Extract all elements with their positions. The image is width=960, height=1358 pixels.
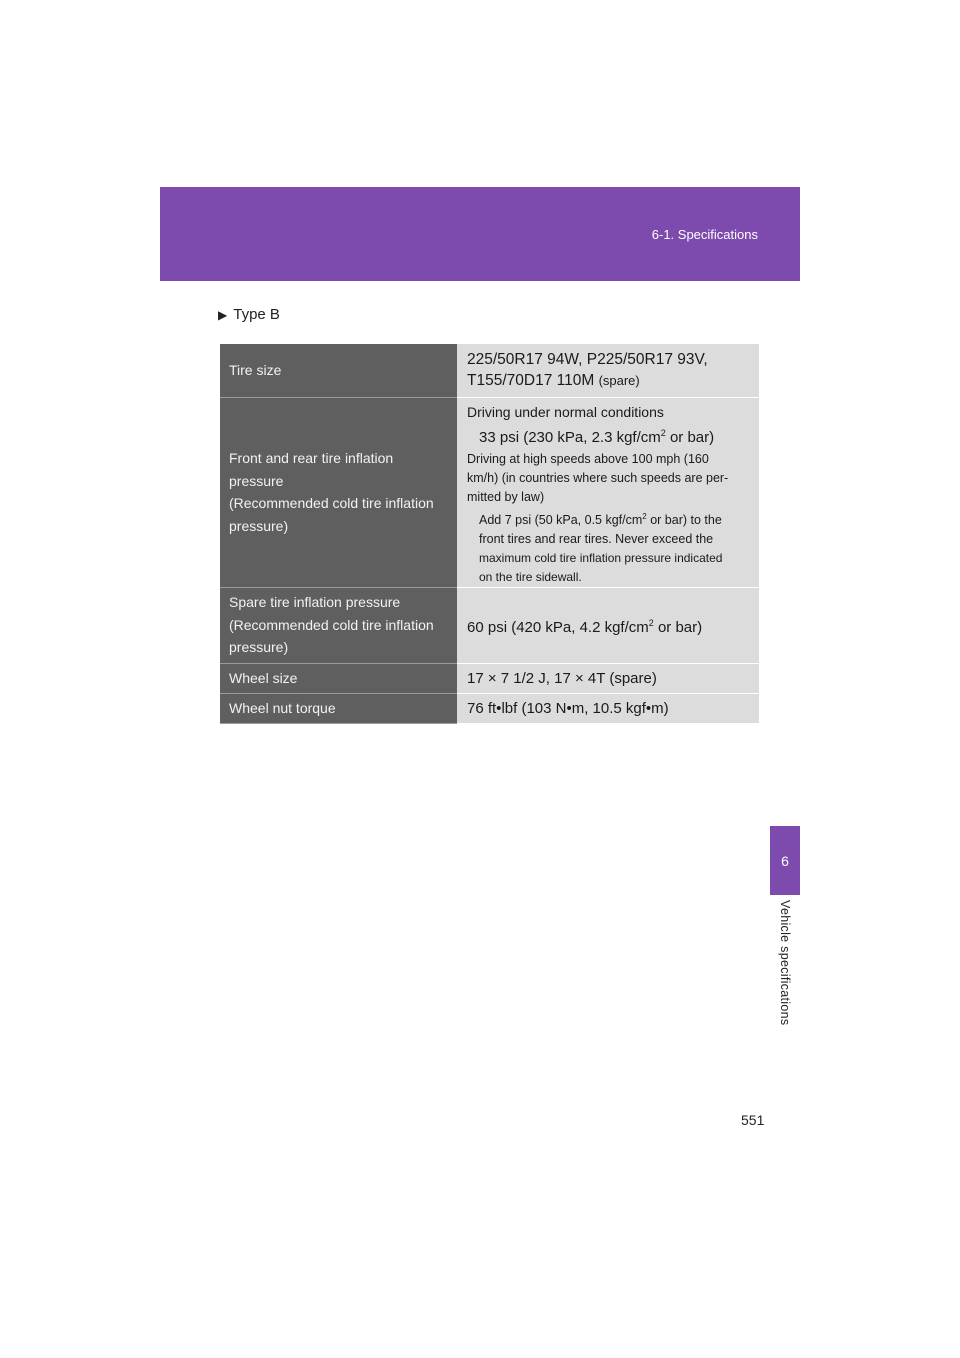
inflation-label [220, 397, 457, 587]
add-pressure-sup: 2 [642, 511, 647, 521]
inflation-label-line2: pressure [229, 472, 284, 489]
section-header-band [160, 187, 800, 281]
add-pressure-suffix: or bar) to the [646, 512, 722, 527]
section-title: 6-1. Specifications [651, 227, 758, 242]
add-pressure-line1 [467, 507, 755, 530]
page-number: 551 [741, 1112, 765, 1128]
chapter-tab [770, 826, 800, 895]
spare-label-line2: (Recommended cold tire inflation [229, 616, 434, 633]
spare-label-line3: pressure) [229, 639, 289, 656]
spare-pressure-prefix: 60 psi (420 kPa, 4.2 kgf/cm [467, 618, 649, 636]
tire-size-label: Tire size [220, 344, 457, 397]
spare-pressure-sup: 2 [648, 617, 654, 628]
spare-pressure-suffix: or bar) [653, 618, 703, 636]
high-speed-line1: Driving at high speeds above 100 mph (160 [467, 451, 709, 466]
tire-spec-table [220, 344, 759, 724]
inflation-value [457, 397, 759, 587]
table-row-tire-size [220, 344, 759, 397]
chapter-label: Vehicle specifications [778, 900, 792, 1026]
table-row-spare-pressure [220, 587, 759, 663]
chapter-number: 6 [781, 852, 789, 869]
wheel-nut-torque-label: Wheel nut torque [220, 693, 457, 723]
add-pressure-line2: front tires and rear tires. Never exceed the [479, 531, 714, 546]
wheel-size-value: 17 × 7 1/2 J, 17 × 4T (spare) [457, 663, 759, 693]
add-pressure-prefix: Add 7 psi (50 kPa, 0.5 kgf/cm [479, 512, 643, 527]
tire-size-line1: 225/50R17 94W, P225/50R17 93V, [467, 351, 708, 369]
normal-pressure-suffix: or bar) [665, 428, 715, 446]
add-pressure-line4: on the tire sidewall. [479, 569, 582, 584]
table-row-wheel-size [220, 663, 759, 693]
table-row-wheel-nut-torque [220, 693, 759, 723]
high-speed-line3: mitted by law) [467, 489, 545, 504]
normal-pressure-value [467, 423, 755, 448]
tire-size-value [457, 344, 759, 397]
spare-pressure-value [457, 587, 759, 663]
type-heading [218, 306, 280, 323]
normal-conditions-heading: Driving under normal conditions [467, 403, 664, 420]
spare-label-line1: Spare tire inflation pressure [229, 594, 401, 611]
inflation-label-line4: pressure) [229, 517, 289, 534]
normal-pressure-sup: 2 [660, 427, 666, 438]
wheel-nut-torque-value: 76 ft•lbf (103 N•m, 10.5 kgf•m) [457, 693, 759, 723]
spare-pressure-label [220, 587, 457, 663]
inflation-label-line1: Front and rear tire inflation [229, 450, 394, 467]
wheel-size-label: Wheel size [220, 663, 457, 693]
add-pressure-line3: maximum cold tire inflation pressure indicated [479, 550, 723, 565]
table-row-inflation [220, 397, 759, 587]
tire-size-line2 [467, 370, 755, 391]
high-speed-line2: km/h) (in countries where such speeds are per- [467, 470, 729, 485]
normal-pressure-prefix: 33 psi (230 kPa, 2.3 kgf/cm [479, 428, 661, 446]
type-heading-text: Type B [233, 306, 280, 323]
inflation-label-line3: (Recommended cold tire inflation [229, 495, 434, 512]
triangle-bullet-icon: ▶ [218, 308, 228, 322]
tire-size-spare-code: T155/70D17 110M [467, 372, 595, 390]
tire-size-spare-note: (spare) [598, 373, 640, 389]
